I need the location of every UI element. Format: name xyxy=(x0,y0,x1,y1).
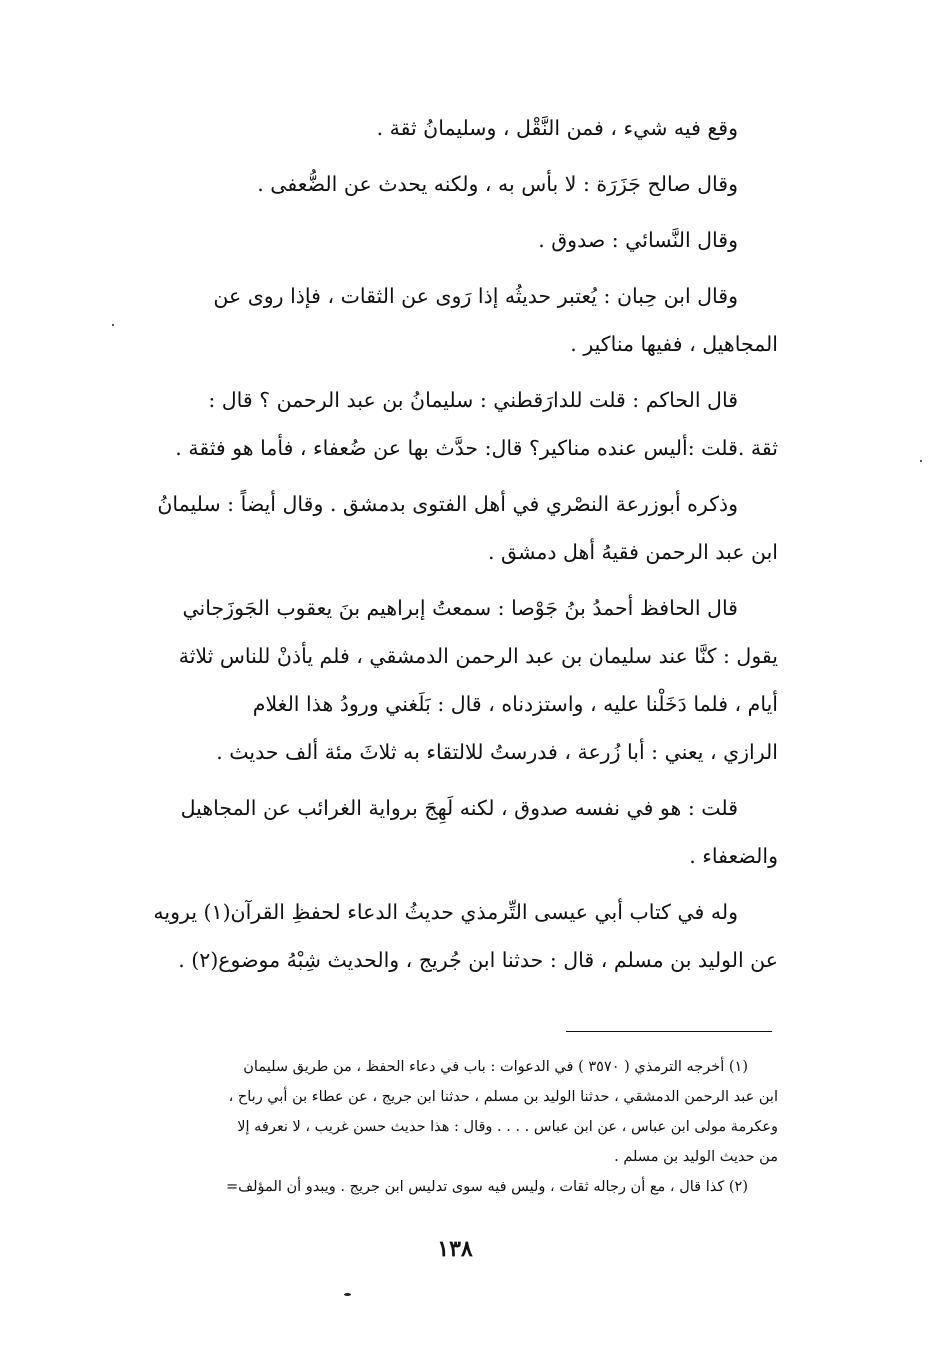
footnote-line: (٢) كذا قال ، مع أن رجاله ثقات ، وليس فيه سوى تدليس ابن جريج . ويبدو أن المؤلف= xyxy=(225,1179,748,1195)
footnote-divider xyxy=(566,1031,772,1032)
paragraph xyxy=(110,272,778,368)
paragraph xyxy=(110,216,778,264)
text-line: والضعفاء . xyxy=(689,844,778,868)
footnote-line: وعكرمة مولى ابن عباس ، عن ابن عباس . . . . وقال : هذا حديث حسن غريب ، لا نعرفه إلا xyxy=(237,1119,778,1135)
text-line: وقال صالح جَزَرَة : لا بأس به ، ولكنه يحدث عن الضُّعفى . xyxy=(257,172,738,196)
paragraph xyxy=(110,888,778,984)
text-line: ثقة .قلت :أليس عنده مناكير؟ قال: حدَّث بها عن ضُعفاء ، فأما هو فثقة . xyxy=(175,436,778,460)
scan-speck xyxy=(344,1293,351,1296)
paragraph xyxy=(110,784,778,880)
scan-speck xyxy=(920,460,922,462)
text-line: وذكره أبوزرعة النصْري في أهل الفتوى بدمشق . وقال أيضاً : سليمانُ xyxy=(157,492,738,516)
text-line: وقع فيه شيء ، فمن النَّقْل ، وسليمانُ ثقة . xyxy=(376,116,738,140)
text-line: قال الحافظ أحمدُ بنُ جَوْصا : سمعتُ إبراهيم بنَ يعقوب الجَوزَجاني xyxy=(182,596,738,620)
footnotes xyxy=(106,1052,778,1202)
paragraph xyxy=(110,160,778,208)
text-line: قال الحاكم : قلت للدارَقطني : سليمانُ بن عبد الرحمن ؟ قال : xyxy=(208,388,738,412)
text-line: يقول : كنَّا عند سليمان بن عبد الرحمن الدمشقي ، فلم يأذنْ للناس ثلاثة xyxy=(178,644,778,668)
footnote-line: (١) أخرجه الترمذي ( ٣٥٧٠ ) في الدعوات : باب في دعاء الحفظ ، من طريق سليمان xyxy=(243,1059,748,1075)
scan-speck xyxy=(112,324,114,326)
main-text xyxy=(110,104,778,992)
page-number: ١٣٨ xyxy=(437,1236,473,1262)
footnote-1 xyxy=(106,1052,778,1172)
text-line: عن الوليد بن مسلم ، قال : حدثنا ابن جُريج ، والحديث شِبْهُ موضوع(٢) . xyxy=(178,948,778,972)
paragraph xyxy=(110,376,778,472)
footnote-2 xyxy=(106,1172,778,1202)
text-line: ابن عبد الرحمن فقيهُ أهل دمشق . xyxy=(487,540,778,564)
text-line: وله في كتاب أبي عيسى التِّرمذي حديثُ الدعاء لحفظِ القرآن(١) يرويه xyxy=(153,900,738,924)
paragraph xyxy=(110,584,778,776)
paragraph xyxy=(110,480,778,576)
text-line: الرازي ، يعني : أبا زُرعة ، فدرستُ للالتقاء به ثلاثَ مئة ألف حديث . xyxy=(216,740,778,764)
text-line: وقال ابن حِبان : يُعتبر حديثُه إذا رَوى عن الثقات ، فإذا روى عن xyxy=(213,284,738,308)
footnote-line: ابن عبد الرحمن الدمشقي ، حدثنا الوليد بن مسلم ، حدثنا ابن جريج ، عن عطاء بن أبي رباح ، xyxy=(228,1089,778,1105)
text-line: المجاهيل ، ففيها مناكير . xyxy=(570,332,778,356)
text-line: وقال النَّسائي : صدوق . xyxy=(538,228,738,252)
text-line: قلت : هو في نفسه صدوق ، لكنه لَهِجَ برواية الغرائب عن المجاهيل xyxy=(180,796,738,820)
text-line: أيام ، فلما دَخَلْنا عليه ، واستزدناه ، قال : بَلَغني ورودُ هذا الغلام xyxy=(252,692,778,716)
footnote-line: من حديث الوليد بن مسلم . xyxy=(614,1149,778,1165)
paragraph xyxy=(110,104,778,152)
